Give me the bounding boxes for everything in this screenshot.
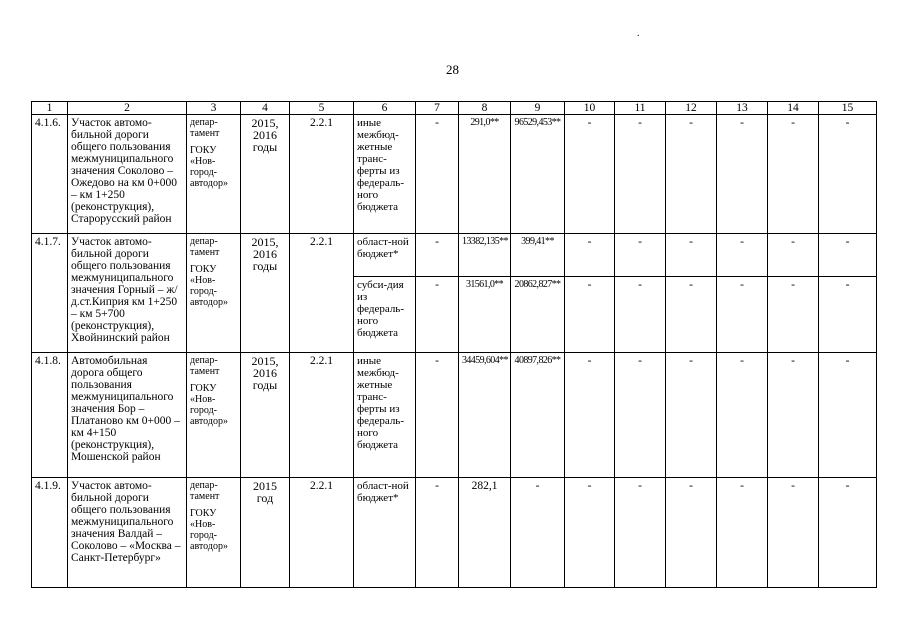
row-number: 4.1.6. — [32, 115, 68, 234]
cell-value: - — [768, 353, 819, 478]
cell-value: - — [615, 277, 666, 353]
funding-source: субси-дия из федераль-ного бюджета — [354, 277, 416, 353]
cell-value: - — [416, 234, 459, 277]
cell-value: - — [768, 234, 819, 277]
cell-value: - — [615, 115, 666, 234]
column-header: 5 — [290, 102, 354, 115]
page-number: 28 — [446, 62, 459, 77]
cell-value: - — [416, 277, 459, 353]
row-number: 4.1.8. — [32, 353, 68, 478]
cell-value: 291,0** — [459, 115, 511, 234]
funding-source: иные межбюд-жетные транс-ферты из федераль-ного бюджета — [354, 115, 416, 234]
cell-value: - — [565, 277, 615, 353]
years: 2015, 2016 годы — [241, 234, 290, 353]
cell-value: - — [819, 277, 877, 353]
executor-line-2: ГОКУ «Нов-город-автодор» — [190, 145, 228, 189]
table-row — [32, 234, 877, 277]
cell-value: 13382,135** — [459, 234, 511, 277]
column-header: 4 — [241, 102, 290, 115]
row-number: 4.1.7. — [32, 234, 68, 353]
cell-value: - — [565, 478, 615, 588]
column-header: 8 — [459, 102, 511, 115]
cell-value: - — [565, 115, 615, 234]
executor — [187, 115, 241, 234]
cell-value: - — [819, 353, 877, 478]
cell-value: - — [717, 353, 768, 478]
row-number: 4.1.9. — [32, 478, 68, 588]
table-row — [32, 353, 877, 478]
cell-value: - — [666, 115, 717, 234]
column-header: 10 — [565, 102, 615, 115]
cell-value: - — [615, 353, 666, 478]
executor — [187, 234, 241, 353]
column-header: 14 — [768, 102, 819, 115]
funding-source: област-ной бюджет* — [354, 478, 416, 588]
cell-value: - — [615, 478, 666, 588]
cell-value: 40897,826** — [511, 353, 565, 478]
object-name: Участок автомо-бильной дороги общего пользования межмуниципального значения Валдай – Соколово – «Москва – Санкт-Петербург» — [68, 478, 187, 588]
column-header: 2 — [68, 102, 187, 115]
cell-value: - — [565, 234, 615, 277]
cell-value: - — [615, 234, 666, 277]
column-header: 7 — [416, 102, 459, 115]
cell-value: 399,41** — [511, 234, 565, 277]
object-name: Участок автомо-бильной дороги общего пользования межмуниципального значения Горный – ж/д.ст.Киприя км 1+250 – км 5+700 (реконструкция), Хвойнинский район — [68, 234, 187, 353]
object-name: Автомобильная дорога общего пользования межмуниципального значения Бор – Платаново км 0+000 – км 4+150 (реконструкция), Мошенской район — [68, 353, 187, 478]
column-header: 3 — [187, 102, 241, 115]
cell-value: - — [666, 353, 717, 478]
column-header: 12 — [666, 102, 717, 115]
years: 2015, 2016 годы — [241, 353, 290, 478]
cell-value: - — [666, 478, 717, 588]
cell-value: - — [819, 478, 877, 588]
executor-line-1: депар-тамент — [190, 355, 220, 377]
target-code: 2.2.1 — [290, 234, 354, 353]
funding-source: иные межбюд-жетные транс-ферты из федераль-ного бюджета — [354, 353, 416, 478]
cell-value: - — [666, 277, 717, 353]
executor — [187, 353, 241, 478]
executor-line-2: ГОКУ «Нов-город-автодор» — [190, 264, 228, 308]
executor-line-1: депар-тамент — [190, 117, 220, 139]
cell-value: - — [819, 115, 877, 234]
object-name: Участок автомо-бильной дороги общего пользования межмуниципального значения Соколово – Ожедово на км 0+000 – км 1+250 (реконструкция), Старорусский район — [68, 115, 187, 234]
executor-line-2: ГОКУ «Нов-город-автодор» — [190, 508, 228, 552]
target-code: 2.2.1 — [290, 353, 354, 478]
cell-value: 96529,453** — [511, 115, 565, 234]
cell-value: - — [717, 478, 768, 588]
program-table — [31, 101, 877, 588]
stray-mark: . — [637, 28, 640, 39]
executor-line-1: депар-тамент — [190, 480, 220, 502]
cell-value: 20862,827** — [511, 277, 565, 353]
cell-value: - — [416, 353, 459, 478]
target-code: 2.2.1 — [290, 478, 354, 588]
cell-value: - — [565, 353, 615, 478]
cell-value: - — [717, 277, 768, 353]
years: 2015 год — [241, 478, 290, 588]
funding-source: област-ной бюджет* — [354, 234, 416, 277]
cell-value: 34459,604** — [459, 353, 511, 478]
cell-value: - — [768, 478, 819, 588]
table-row — [32, 115, 877, 234]
cell-value: - — [819, 234, 877, 277]
header-row — [32, 102, 877, 115]
target-code: 2.2.1 — [290, 115, 354, 234]
executor-line-2: ГОКУ «Нов-город-автодор» — [190, 383, 228, 427]
cell-value: - — [416, 478, 459, 588]
cell-value: - — [666, 234, 717, 277]
table-row — [32, 478, 877, 588]
years: 2015, 2016 годы — [241, 115, 290, 234]
cell-value: - — [768, 115, 819, 234]
cell-value: - — [511, 478, 565, 588]
column-header: 9 — [511, 102, 565, 115]
cell-value: 282,1 — [459, 478, 511, 588]
cell-value: 31561,0** — [459, 277, 511, 353]
column-header: 1 — [32, 102, 68, 115]
column-header: 15 — [819, 102, 877, 115]
executor — [187, 478, 241, 588]
cell-value: - — [717, 234, 768, 277]
executor-line-1: депар-тамент — [190, 236, 220, 258]
column-header: 6 — [354, 102, 416, 115]
cell-value: - — [717, 115, 768, 234]
column-header: 13 — [717, 102, 768, 115]
cell-value: - — [416, 115, 459, 234]
column-header: 11 — [615, 102, 666, 115]
cell-value: - — [768, 277, 819, 353]
